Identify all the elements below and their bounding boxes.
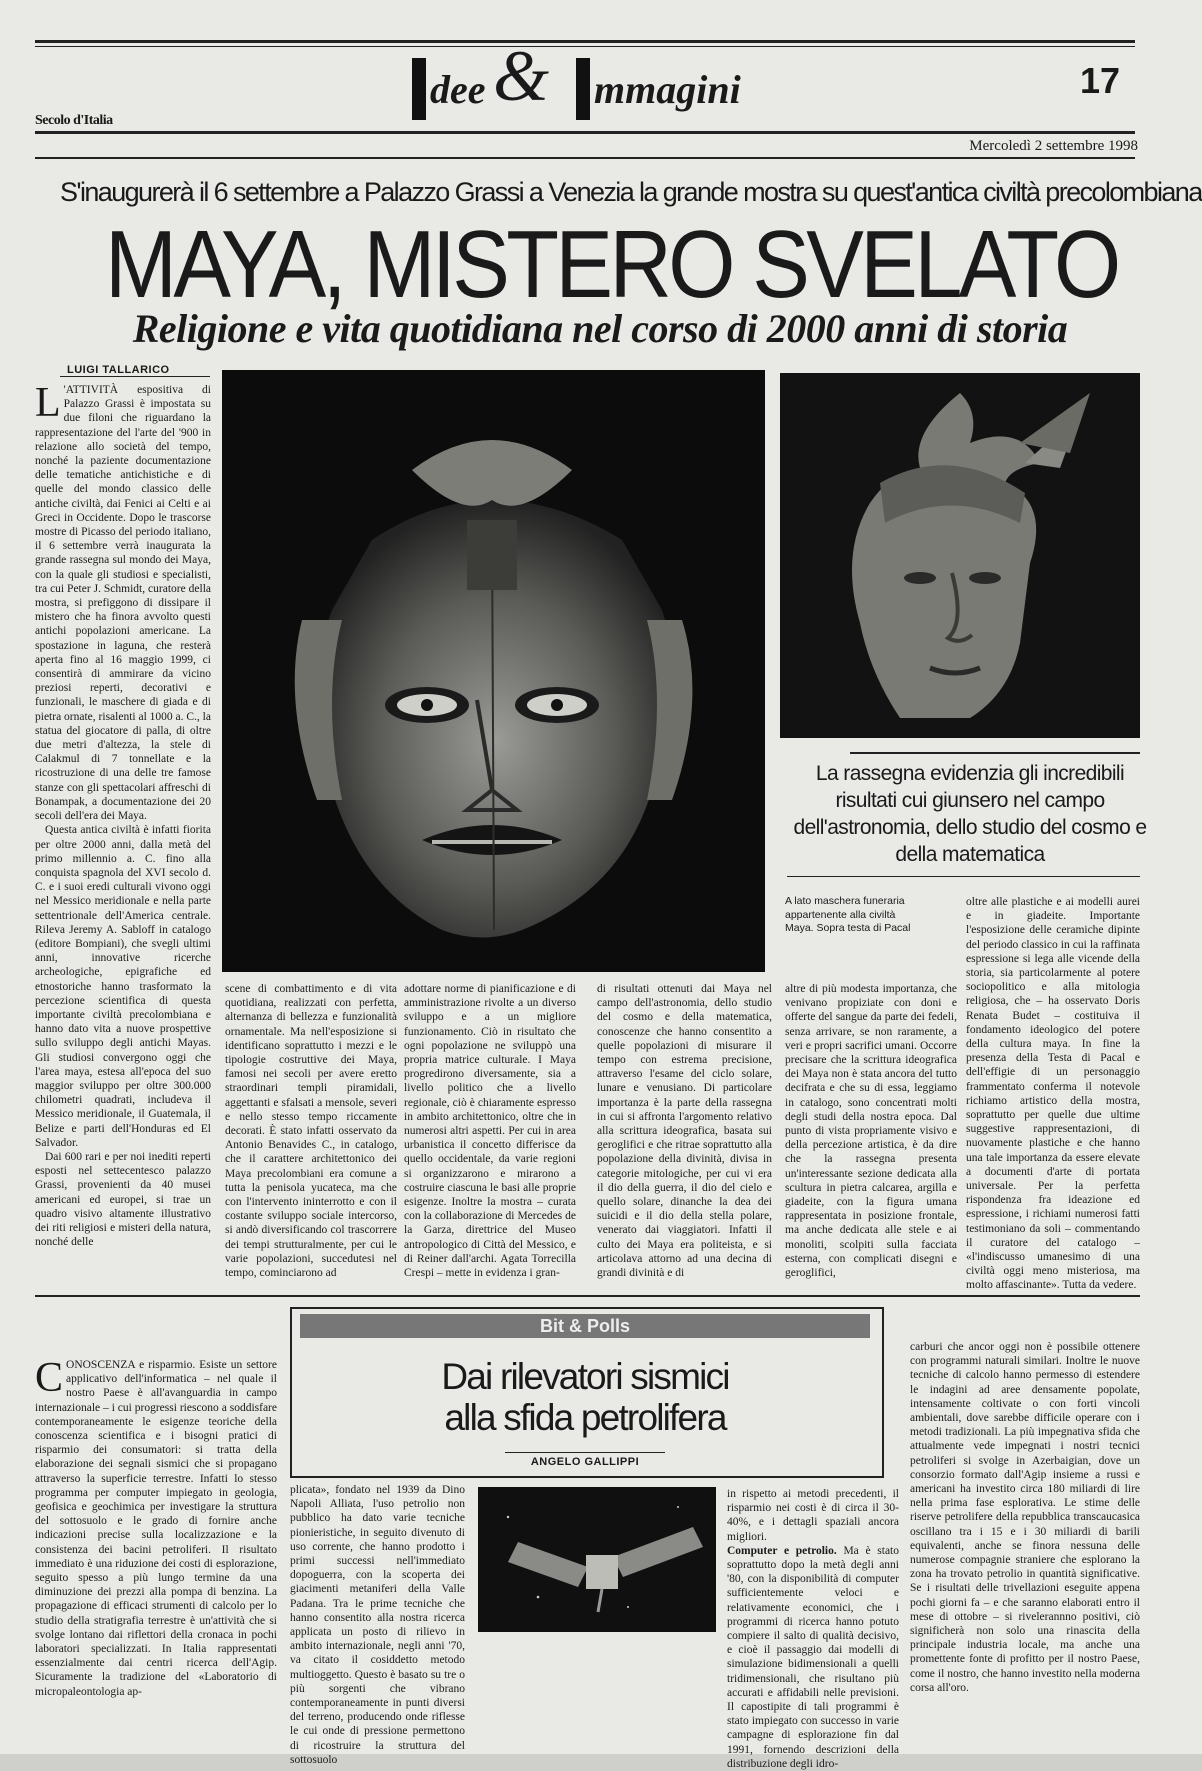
- section-divider: [35, 1295, 1140, 1297]
- column-4-text: di risultati ottenuti dai Maya nel campo dell'astronomia, dello studio del cosmo e della matematica, conoscenze che hanno consentito a quelle popolazioni di misurare il tempo con estrema precisione, attraverso l'esame del ciclo solare, lunare e venusiano. Di particolare importanza è la parte della rassegna in cui si affronta l'argomento relativo alla scrittura ideografica, basata sui geroglifici e che ritrae soprattutto alla popolazione della divinità, divisa in categorie mitologiche, per cui vi era il dio della guerra, il dio del cielo e quello solare, dinanche la dea dei suicidi e il dio della stella polare, venerato dai viaggiatori. Infatti il culto dei Maya era politeista, e si articolava attorno ad una decina di grandi divinità e di: [597, 983, 772, 1280]
- sidebar-byline: ANGELO GALLIPPI: [530, 1456, 640, 1468]
- sidebar-subhead: Computer e petrolio.: [727, 1544, 837, 1557]
- maya-mask-illustration: [222, 370, 765, 972]
- top-rule: [35, 40, 1135, 43]
- article-column-6: [966, 895, 1140, 1292]
- article-column-5: [785, 982, 957, 1284]
- article-column-1: [35, 380, 211, 1283]
- masthead-underline: [35, 131, 1135, 134]
- masthead-bar-right: [576, 58, 590, 120]
- sidebar-dropcap: C: [35, 1355, 64, 1401]
- sidebar-box-header: Bit & Polls: [300, 1314, 870, 1338]
- sidebar-title: [300, 1356, 870, 1438]
- column-1-text-a: 'ATTIVITÀ espositiva di Palazzo Grassi è impostata su due filoni che riguardano la rappresentazione del l'arte del '900 in relazione allo società del tempo, nonché la paziente documentazione delle tematiche antichistiche e di quelle del mondo classico delle antiche civiltà, dai Fenici ai Celti e ai Greci in Occidente. Dopo le trascorse mostre di Picasso del periodo italiano, il 6 settembre verrà inaugurata la grande rassegna sul mondo dei Maya, con la quale gli studiosi e specialisti, tra cui Peter J. Schmidt, curatore della mostra, si prefiggono di dissipare il mistero che ha finora avvolto questi antichi popolazioni americane. La spostazione in laguna, che resterà aperta fino al 16 maggio 1999, ci consentirà di ammirare da vicino preziosi reperti, decorativi e funzionali, le maschere di giada e di pietra ornate, risalenti al 1000 a. C., la statua del giocatore di palla, di oltre due metri d'altezza, la stele di Calakmul di 7 tonnellate e la ricostruzione di una delle tre famose stanze con gli spettacolari affreschi di Bonampak, a documentazione dei 20 secoli dell'era dei Maya.: [35, 384, 211, 823]
- column-1-text-b: Questa antica civiltà è infatti fiorita per oltre 2000 anni, dalla metà del primo millennio a. C. fino alla conquista spagnola del XVI secolo d. C. e i suoi eredi culturali vivono oggi nel Messico meridionale e nella parte settentrionale dell'America centrale. Rileva Jeremy A. Sabloff in catalogo (editore Bompiani), che svegli ultimi anni, innovative ricerche archeologiche, epigrafiche ed etnostoriche hanno trasformato la percezione scientifica di questa importante civiltà precolombiana e hanno dato vita a nuove prospettive sullo sviluppo degli antichi Mayas. Gli studiosi convergono oggi che l'area maya, estesa all'epoca del suo maggior sviluppo per oltre 300.000 chilometri quadrati, includeva il Messico meridionale, il Guatemala, il Belize e parti dell'Honduras ed El Salvador.: [35, 824, 211, 1149]
- sidebar-column-1-text: ONOSCENZA e risparmio. Esiste un settore applicativo dell'informatica – nel quale il nostro Paese è all'avanguardia in campo internazionale – i cui progressi riescono a soddisfare contemporaneamente le esigenze teoriche della conoscenza scientifica e i bisogni pratici di risparmio dei consumatori: si tratta della elaborazione dei segnali sismici che si propagano attraverso la superficie terrestre. Infatti lo stesso programma per computer impiegato in geologia, geofisica e geochimica per investigare la struttura del sottosuolo e le grado di fornire anche indicazioni precise sulla localizzazione e la consistenza dei bacini petroliferi. Il risultato immediato è una riduzione dei costi di esplorazione, seguito spesso a più lungo termine da una diminuzione dei prezzi alla pompa di benzina. La propagazione di efficaci strumenti di calcolo per lo studio della stratigrafia terrestre è un'attività che si svolge lontano dai riflettori della cronaca in pochi laboratori specializzati. In Italia rappresentati essenzialmente dai centri ricerca dell'Agip. Sicuramente la tradizione del «Laboratorio di micropaleontologia ap-: [35, 1359, 277, 1698]
- column-1-text-c: Dai 600 rari e per noi inediti reperti esposti nel settecentesco palazzo Grassi, provenienti da 40 musei americani ed europei, si trae un quadro visivo altamente illustrativo dei riti religiosi e misteri della natura, nonché delle: [35, 1150, 211, 1249]
- article-kicker: S'inaugurerà il 6 settembre a Palazzo Grassi a Venezia la grande mostra su quest'antica civiltà precolombiana: [60, 177, 1202, 207]
- sidebar-column-2-text: plicata», fondato nel 1939 da Dino Napoli Alliata, l'uso petrolio non pubblico ha dato varie tecniche pionieristiche, in seguito divenuto di uso corrente, che hanno prodotto i primi successi nell'immediato dopoguerra, con la scoperta dei giacimenti metaniferi della Valle Padana. Tra le prime tecniche che hanno consentito alla nostra ricerca applicata un posto di rilievo in ambito internazionale, negli anni '70, va citato il cosiddetto metodo multioggetto. Questo è basato su tre o più sorgenti che vibrano contemporaneamente in punti diversi del terreno, producendo onde riflesse le cui onde di pressione permettono di ricostruire la struttura del sottosuolo: [290, 1484, 465, 1766]
- section-left-word: dee: [430, 67, 486, 112]
- article-column-3: [404, 982, 576, 1284]
- sidebar-column-3-text-b: Ma è stato soprattutto dopo la metà degli anni '80, con la disponibilità di computer sufficientemente veloci e relativamente economici, che i programmi di ricerca hanno potuto compiere il salto di qualità decisivo, e cioè il passaggio dai modelli di simulazione bidimensionali a quelli tridimensionali, che risultano più accurati e affidabili nelle previsioni. Il capostipite di tali programmi è stato impiegato con successo in varie campagne di esplorazione fin dal 1991, fornendo descrizioni della distribuzione degli idro-: [727, 1544, 900, 1770]
- sidebar-column-4: [910, 1340, 1140, 1743]
- pullquote-rule-top: [850, 752, 1140, 754]
- section-title-right: [594, 50, 794, 130]
- article-byline: LUIGI TALLARICO: [67, 364, 170, 376]
- column-6-text: oltre alle plastiche e ai modelli aurei e in giadeite. Importante l'esposizione delle ceramiche dipinte del periodo classico in cui la raffinata espressione si lega alle vicende della storia, sia particolarmente al potere sociopolitico e alla mitologia religiosa, che – ha osservato Doris Renata Budet – costituiva il fondamento ideologico del potere della cultura maya. In fine la presenza della Testa di Pacal e dell'effigie di un personaggio frammentato conferma il notevole richiamo artistico della mostra, soprattutto per quelle due ultime suggestive rappresentazioni, di nuovamente plastiche e che hanno una tale importanza da essere elevate a documenti d'arte di portata universale. Per la perfetta rispondenza fra ideazione ed espressione, i richiami numerosi fatti testimoniano da soli – commentando il curatore del catalogo – «l'indiscusso umanesimo di una civiltà oggi meno misteriosa, ma molto affascinante». Tutta da vedere.: [966, 896, 1140, 1292]
- pullquote-rule-bottom: [787, 876, 1140, 877]
- photo-caption: A lato maschera funeraria appartenente alla civiltà Maya. Sopra testa di Pacal: [785, 895, 911, 935]
- page-number: 17: [1080, 60, 1121, 101]
- article-dropcap: L: [35, 380, 61, 426]
- ampersand-mark: &: [493, 36, 550, 116]
- satellite-illustration: [478, 1487, 716, 1632]
- sidebar-column-2: [290, 1483, 465, 1766]
- satellite-photo: [478, 1487, 716, 1632]
- article-headline: MAYA, MISTERO SVELATO: [105, 211, 1118, 318]
- section-right-word: mmagini: [594, 67, 741, 112]
- sidebar-column-3: [727, 1487, 900, 1770]
- article-column-4: [597, 982, 772, 1284]
- article-pullquote: La rassegna evidenzia gli incredibili risultati cui giunsero nel campo dell'astronomia, dello studio del cosmo e della matematica: [793, 762, 1147, 866]
- top-rule-thin: [35, 46, 1135, 47]
- sidebar-column-4-text: carburi che ancor oggi non è possibile ottenere con programmi naturali similari. Inoltre le nuove tecniche di calcolo hanno permesso di estendere le indagini ad aree densamente popolate, intensamente coltivate o con forti vincoli ambientali, dove sarebbe difficile operare con i metodi tradizionali. La più impegnativa sfida che attualmente vede impegnati i nostri tecnici petroliferi si svolge in Azerbaigian, dove un consorzio formato dall'Agip insieme a russi e americani ha investito circa 180 miliardi di lire nella prima fase esplorativa. Le stime delle riserve petrolifere della repubblica transcaucasica oscillano tra i 15 e i 30 miliardi di barili equivalenti, anche se finora nessuna delle numerose compagnie straniere che esplorano la zona ha trovato petrolio in quantità significative. Se i risultati delle trivellazioni eseguite appena pochi giorni fa – e che saranno elaborati entro il mese di ottobre – si rivelerannno positivi, ciò significherà non solo una rinascita della principale industria locale, ma anche una promettente fonte di profitto per il nostro Paese, come il nostro, che hanno investito nella moderna corsa all'oro.: [910, 1341, 1140, 1694]
- column-2-text: scene di combattimento e di vita quotidiana, realizzati con perfetta, alternanza di bellezza e funzionalità ornamentale. Ma nell'esposizione si identificano soprattutto i mezzi e le tipologie costruttive dei Maya, famosi nei secoli per avere eretto straordinari templi piramidali, aggettanti e sfalsati a mensole, severi e nello stesso tempo riccamente decorati. È stato infatti osservato da Antonio Benavides C., in catalogo, che il carattere architettonico dei Maya precolombiani era comune a tutta la penisola yucateca, ma che con l'intervento ininterrotto e con il costante sviluppo sociale intercorso, si andò diversificando col trascorrere dei tempi strutturalmente, per cui le varie popolazioni, succedutesi nel tempo, cominciarono ad: [225, 983, 397, 1280]
- issue-date: Mercoledì 2 settembre 1998: [969, 138, 1138, 154]
- article-column-2: [225, 982, 397, 1284]
- date-rule: [35, 157, 1135, 159]
- pacal-head-illustration: [780, 373, 1140, 738]
- newspaper-name: Secolo d'Italia: [35, 113, 113, 128]
- sidebar-title-line-2: alla sfida petrolifera: [444, 1397, 726, 1438]
- byline-rule: [60, 376, 210, 377]
- pacal-head-photo: [780, 373, 1140, 738]
- column-3-text: adottare norme di pianificazione e di amministrazione rivolte a un diverso sviluppo e a un migliore funzionamento. Ciò in risultato che ogni popolazione ne sviluppò una propria matrice culturale. I Maya progredirono diversamente, sia a livello politico che a livello regionale, ciò è chiaramente espresso in ambito architettonico, oltre che in numerosi altri aspetti. Per cui in area urbanistica il concetto differisce da quello occidentale, da varie regioni si organizzarono e mirarono a costruire ciascuna le basi alle proprie esigenze. Inoltre la mostra – curata con la collaborazione di Mercedes de la Garza, direttrice del Museo antropologico di Città del Messico, e di Reiner dall'archi. Agata Torrecilla Crespi – mette in evidenza i gran-: [404, 983, 576, 1280]
- sidebar-title-line-1: Dai rilevatori sismici: [441, 1356, 729, 1397]
- maya-mask-photo: [222, 370, 765, 972]
- column-5-text: altre di più modesta importanza, che venivano propiziate con doni e offerte del sangue da parte dei fedeli, senza arrivare, se non raramente, a veri e propri sacrifici umani. Occorre precisare che la scrittura ideografica dei Maya non è stata ancora del tutto decifrata e che su di essa, leggiamo in catalogo, sono concentrati molti degli studi della nostra epoca. Dal punto di vista propriamente visivo e della percezione artistica, è da dire che la rassegna presenta un'interessante sezione dedicata alla scultura in pietra calcarea, argilla e giadeite, con la figura umana rappresentata in posizione frontale, ma anche dedicata alle stele e ai monoliti, scolpiti sulla facciata esterna, con complicati disegni e geroglifici,: [785, 983, 957, 1280]
- article-subheadline: Religione e vita quotidiana nel corso di 2000 anni di storia: [132, 306, 1068, 351]
- sidebar-column-3-text: in rispetto ai metodi precedenti, il risparmio nei costi è di circa il 30-40%, e i dettagli spaziali ancora migliori.: [727, 1488, 899, 1543]
- sidebar-column-1: [35, 1355, 277, 1743]
- sidebar-byline-rule: [505, 1452, 665, 1453]
